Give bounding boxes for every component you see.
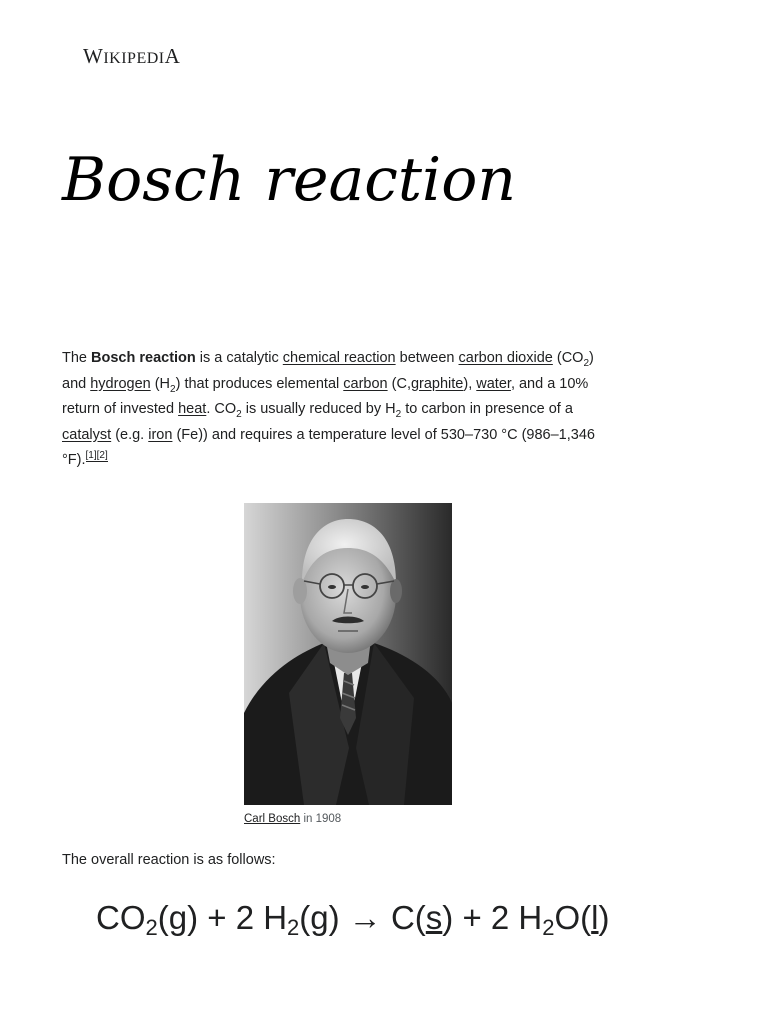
equation-part: (g) + 2 H (157, 899, 288, 936)
subscript-2: 2 (170, 383, 176, 395)
link-chemical-reaction[interactable]: chemical reaction (282, 350, 396, 366)
intro-text: . CO (206, 401, 237, 417)
logo-middle-letters: IKIPEDI (103, 50, 165, 67)
intro-text: The (62, 350, 92, 366)
link-carbon[interactable]: carbon (343, 375, 388, 392)
link-graphite[interactable]: graphite (410, 375, 464, 392)
equation-part: (g) → C( (299, 899, 426, 936)
intro-text: between (395, 350, 459, 366)
intro-text: ) that produces elemental (175, 375, 344, 392)
link-liquid[interactable]: l (591, 899, 599, 936)
link-heat[interactable]: heat (178, 401, 207, 417)
equation-part: ) + 2 H (442, 899, 543, 936)
overall-reaction-text: The overall reaction is as follows: (62, 852, 276, 868)
figure (244, 503, 452, 825)
intro-text: (e.g. (111, 426, 149, 443)
intro-paragraph (62, 346, 622, 474)
link-catalyst[interactable]: catalyst (62, 426, 112, 443)
intro-text: to carbon in presence of a (401, 401, 573, 417)
link-water[interactable]: water (476, 375, 511, 392)
equation-part: CO (96, 899, 146, 936)
page-title: Bosch reaction (62, 145, 516, 215)
intro-text: ), (463, 375, 477, 392)
equation-part: ) (598, 899, 610, 936)
reaction-equation (96, 898, 610, 938)
reference-link-2[interactable]: [2] (96, 450, 108, 462)
link-carbon-dioxide[interactable]: carbon dioxide (458, 350, 553, 366)
subscript-2: 2 (395, 408, 402, 420)
equation-subscript: 2 (145, 915, 158, 940)
logo-last-letter: A (164, 44, 181, 68)
wikipedia-logo[interactable] (83, 44, 180, 69)
reference-link-1[interactable]: [1] (85, 450, 97, 462)
intro-text: (Fe)) and requires a temperature level of 530–730 °C (986–1,346 °F). (62, 426, 595, 468)
link-hydrogen[interactable]: hydrogen (90, 375, 151, 392)
figure-caption (244, 813, 452, 825)
equation-part: O( (554, 899, 592, 936)
intro-text: , and a 10% return of invested (62, 375, 589, 417)
references (86, 450, 108, 462)
logo-first-letter: W (83, 44, 104, 68)
link-solid[interactable]: s (425, 899, 443, 936)
intro-text: (H (150, 375, 171, 392)
equation-subscript: 2 (287, 915, 300, 940)
intro-text: is a catalytic (195, 350, 283, 366)
intro-bold-term: Bosch reaction (91, 350, 196, 366)
intro-text: (C, (387, 375, 411, 392)
subscript-2: 2 (236, 408, 242, 420)
intro-text: ) and (62, 350, 594, 392)
portrait-image[interactable] (244, 503, 452, 805)
equation-subscript: 2 (542, 915, 555, 940)
caption-link-carl-bosch[interactable]: Carl Bosch (244, 813, 301, 825)
caption-text: in 1908 (300, 813, 342, 825)
link-iron[interactable]: iron (148, 426, 173, 443)
subscript-2: 2 (583, 357, 590, 369)
intro-text: (CO (552, 350, 584, 366)
intro-text: is usually reduced by H (241, 401, 396, 417)
